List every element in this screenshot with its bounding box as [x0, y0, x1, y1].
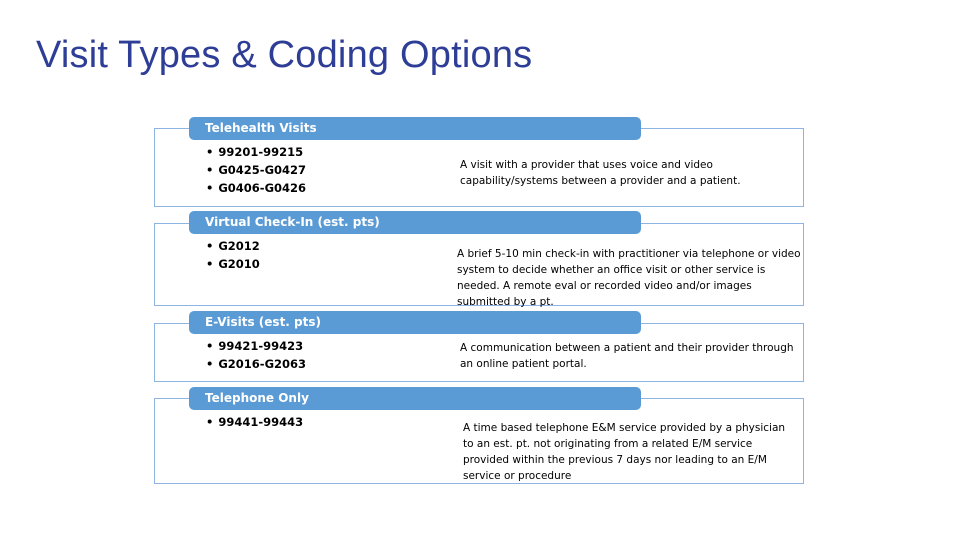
section-description: A visit with a provider that uses voice and video capability/systems between a provider and a patient.	[460, 159, 741, 187]
code-item: • G2010	[206, 255, 260, 273]
code-list	[206, 413, 303, 431]
section-header: E-Visits (est. pts)	[189, 311, 641, 334]
code-item: • 99441-99443	[206, 413, 303, 431]
section-header: Telehealth Visits	[189, 117, 641, 140]
code-item: • G0406-G0426	[206, 179, 306, 197]
code-item: • 99421-99423	[206, 337, 306, 355]
code-list	[206, 143, 306, 197]
code-item: • G0425-G0427	[206, 161, 306, 179]
code-item: • G2012	[206, 237, 260, 255]
section-description: A time based telephone E&M service provided by a physician to an est. pt. not originating from a related E/M service provided within the previous 7 days nor leading to an E/M service or procedure	[463, 422, 786, 482]
section-description: A brief 5-10 min check-in with practitioner via telephone or video system to decide whether an office visit or other service is needed. A remote eval or recorded video and/or images submitted by a pt.	[457, 248, 801, 308]
code-list	[206, 337, 306, 373]
section-description: A communication between a patient and their provider through an online patient portal.	[460, 342, 794, 370]
code-list	[206, 237, 260, 273]
section-header: Telephone Only	[189, 387, 641, 410]
page-title: Visit Types & Coding Options	[36, 34, 533, 76]
code-item: • G2016-G2063	[206, 355, 306, 373]
code-item: • 99201-99215	[206, 143, 306, 161]
section-header: Virtual Check-In (est. pts)	[189, 211, 641, 234]
